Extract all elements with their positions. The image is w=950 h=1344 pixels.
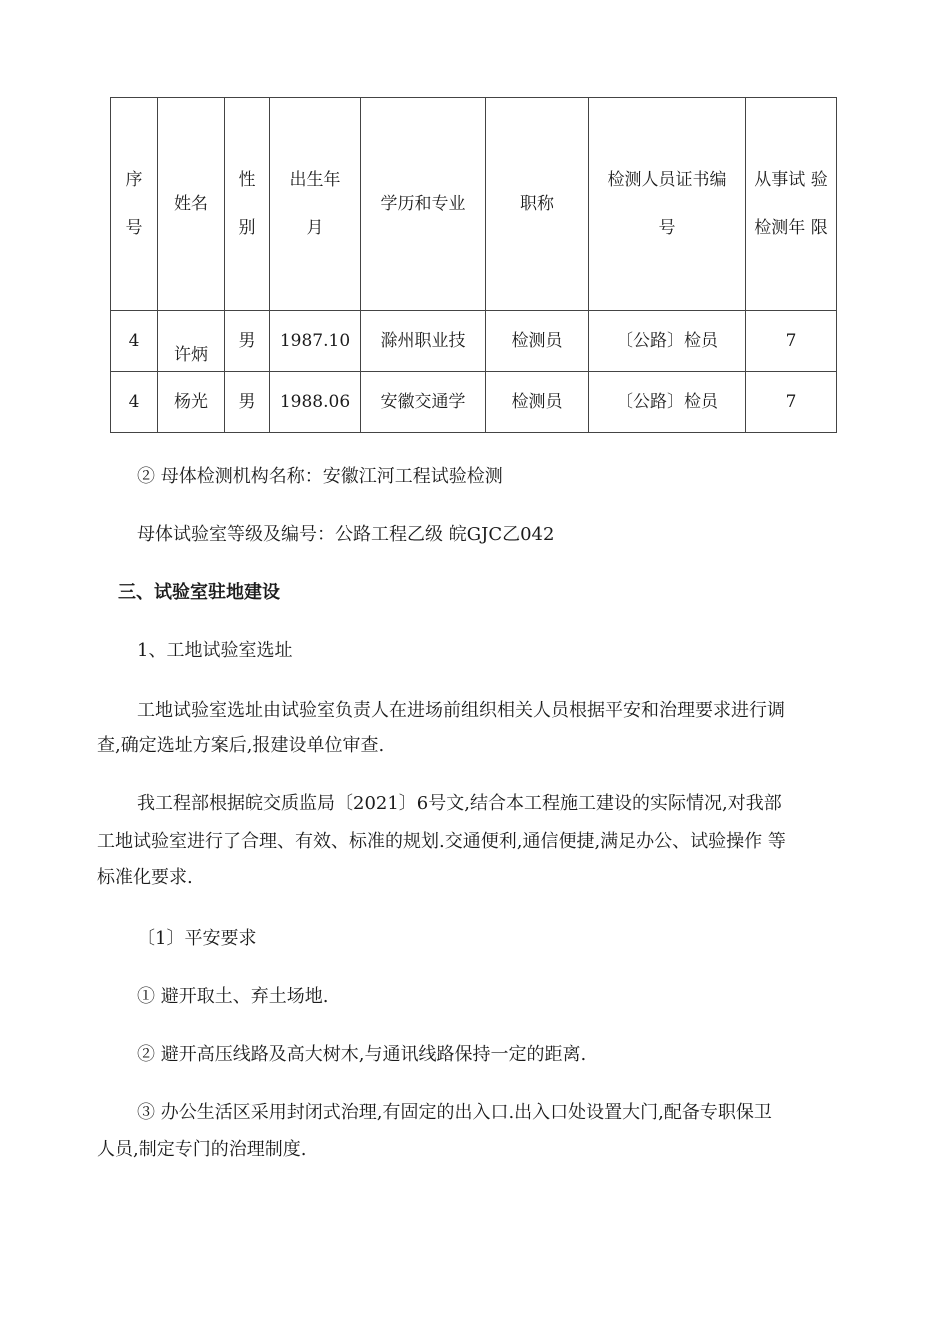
header-cell: 序 号 [111, 98, 158, 311]
table-cell: 7 [746, 311, 837, 372]
list-item: ③ 办公生活区采用封闭式治理,有固定的出入口.出入口处设置大门,配备专职保卫 [137, 1102, 772, 1123]
table-row [111, 372, 837, 433]
header-cell: 姓名 [158, 98, 225, 311]
table-cell: 1988.06 [270, 372, 361, 433]
table-cell: 7 [746, 372, 837, 433]
table-cell: 男 [225, 372, 270, 433]
list-item: 人员,制定专门的治理制度. [97, 1139, 307, 1160]
paragraph-line: 标准化要求. [97, 867, 193, 888]
parent-lab-grade: 母体试验室等级及编号：公路工程乙级 皖GJC乙042 [137, 524, 555, 545]
table-cell: 滁州职业技 [361, 311, 486, 372]
table-cell: 〔公路〕检员 [589, 311, 746, 372]
table-cell: 检测员 [486, 372, 589, 433]
name-text: 许炳 [174, 345, 208, 365]
paragraph-line: 我工程部根据皖交质监局〔2021〕6号文,结合本工程施工建设的实际情况,对我部 [137, 793, 782, 814]
header-cell: 学历和专业 [361, 98, 486, 311]
header-cell: 出生年 月 [270, 98, 361, 311]
table-cell: 〔公路〕检员 [589, 372, 746, 433]
section-heading: 三、试验室驻地建设 [118, 582, 280, 603]
table-cell: 杨光 [158, 372, 225, 433]
table-cell: 4 [111, 372, 158, 433]
subsection-title: 1、工地试验室选址 [137, 640, 293, 661]
paragraph-line: 工地试验室进行了合理、有效、标准的规划.交通便利,通信便捷,满足办公、试验操作 等 [97, 831, 786, 852]
table-row [111, 311, 837, 372]
table-cell [158, 311, 225, 372]
header-cell: 职称 [486, 98, 589, 311]
header-cell: 性 别 [225, 98, 270, 311]
table-cell: 1987.10 [270, 311, 361, 372]
subsection-title: 〔1〕平安要求 [137, 928, 257, 949]
paragraph-line: 查,确定选址方案后,报建设单位审查. [97, 735, 385, 756]
list-item: ① 避开取土、弃土场地. [137, 986, 329, 1007]
table-cell: 男 [225, 311, 270, 372]
staff-table [110, 97, 837, 433]
table-cell: 检测员 [486, 311, 589, 372]
header-cell: 从事试 验 检测年 限 [746, 98, 837, 311]
paragraph-line: 工地试验室选址由试验室负责人在进场前组织相关人员根据平安和治理要求进行调 [137, 700, 785, 721]
table-header-row [111, 98, 837, 311]
parent-institution-name: ② 母体检测机构名称：安徽江河工程试验检测 [137, 466, 503, 487]
header-cell: 检测人员证书编 号 [589, 98, 746, 311]
table-cell: 安徽交通学 [361, 372, 486, 433]
list-item: ② 避开高压线路及高大树木,与通讯线路保持一定的距离. [137, 1044, 587, 1065]
table-cell: 4 [111, 311, 158, 372]
